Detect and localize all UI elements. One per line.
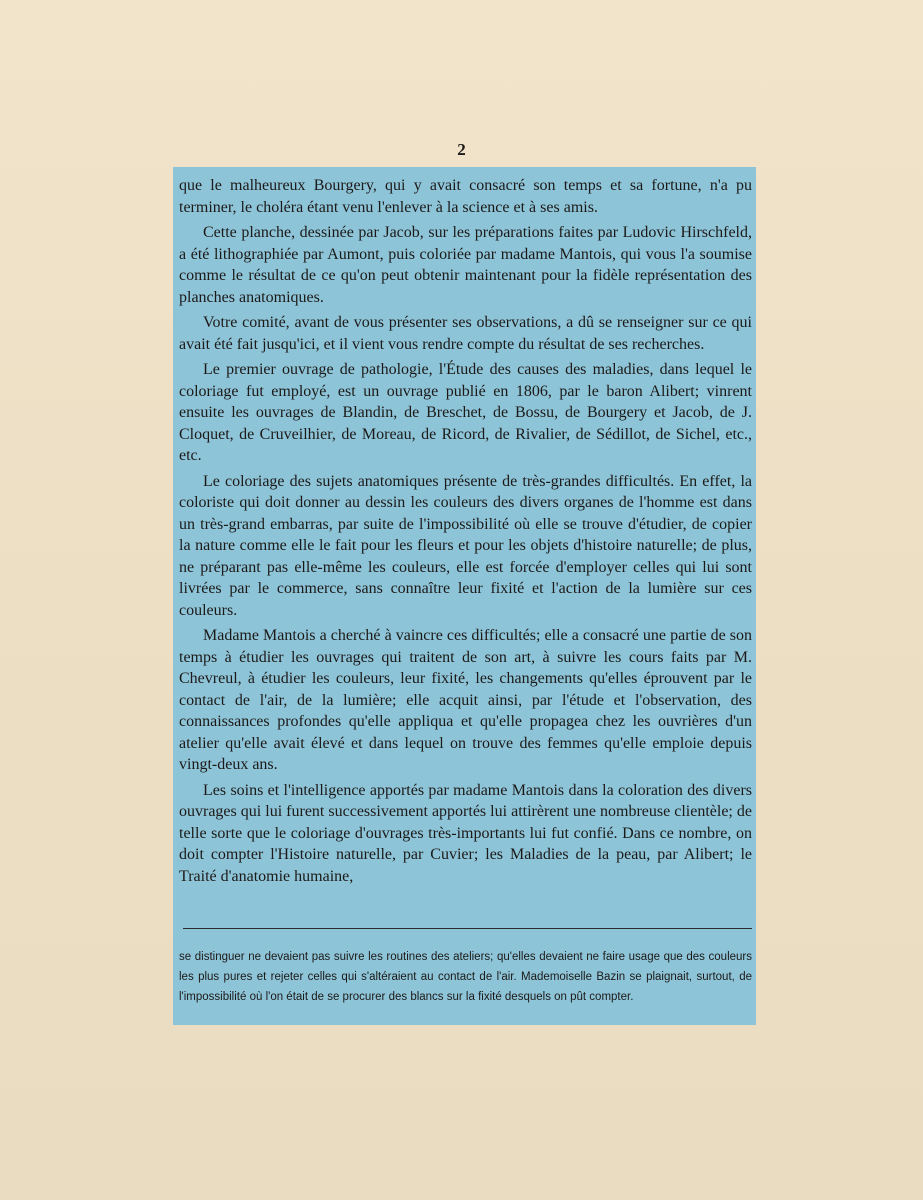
footnote: se distinguer ne devaient pas suivre les routines des ateliers; qu'elles devaient ne faire usage que des couleurs les plus pures et rejeter celles qui s'altéraient au contact de l'air. Mademoiselle Bazin se plaignait, surtout, de l'impossibilité où l'on était de se procurer des blancs sur la fixité desquels on pût compter. <box>179 951 752 1003</box>
body-text <box>179 175 752 887</box>
paragraph: Madame Mantois a cherché à vaincre ces difficultés; elle a consacré une partie de son temps à étudier les ouvrages qui traitent de son art, à suivre les cours faits par M. Chevreul, à étudier les couleurs, leur fixité, les changements qu'elles éprouvent par le contact de l'air, de la lumière; elle acquit ainsi, par l'étude et l'observation, des connaissances profondes qu'elle appliqua et qu'elle propagea chez les ouvrières d'un atelier qu'elle avait élevé et dans lequel on trouve des femmes qu'elle emploie depuis vingt-deux ans. <box>179 627 752 773</box>
paragraph: Le premier ouvrage de pathologie, l'Étude des causes des maladies, dans lequel le coloriage fut employé, est un ouvrage publié en 1806, par le baron Alibert; vinrent ensuite les ouvrages de Blandin, de Breschet, de Bossu, de Bourgery et Jacob, de J. Cloquet, de Cruveilhier, de Moreau, de Ricord, de Rivalier, de Sédillot, de Sichel, etc., etc. <box>179 361 752 464</box>
page-number: 2 <box>457 140 466 159</box>
paragraph: Votre comité, avant de vous présenter ses observations, a dû se renseigner sur ce qui avait été fait jusqu'ici, et il vient vous rendre compte du résultat de ses recherches. <box>179 314 752 353</box>
footnote-divider <box>183 928 752 929</box>
text-selection-highlight <box>173 167 756 1025</box>
paragraph: Les soins et l'intelligence apportés par madame Mantois dans la coloration des divers ouvrages qui lui furent successivement apportés lui attirèrent une nombreuse clientèle; de telle sorte que le coloriage d'ouvrages très-importants lui fut confié. Dans ce nombre, on doit compter l'Histoire naturelle, par Cuvier; les Maladies de la peau, par Alibert; le Traité d'anatomie humaine, <box>179 781 752 885</box>
paragraph: Cette planche, dessinée par Jacob, sur les préparations faites par Ludovic Hirschfeld, a été lithographiée par Aumont, puis coloriée par madame Mantois, qui vous l'a soumise comme le résultat de ce qu'on peut obtenir maintenant pour la fidèle représentation des planches anatomiques. <box>179 224 752 306</box>
paragraph: Le coloriage des sujets anatomiques présente de très-grandes difficultés. En effet, la coloriste qui doit donner au dessin les couleurs des divers organes de l'homme est dans un très-grand embarras, par suite de l'impossibilité où elle se trouve d'étudier, de copier la nature comme elle le fait pour les fleurs et pour les objets d'histoire naturelle; de plus, ne préparant pas elle-même les couleurs, elle est forcée d'employer celles qui lui sont livrées par le commerce, sans connaître leur fixité et l'action de la lumière sur ces couleurs. <box>179 472 752 619</box>
paragraph: que le malheureux Bourgery, qui y avait consacré son temps et sa fortune, n'a pu terminer, le choléra étant venu l'enlever à la science et à ses amis. <box>179 177 752 216</box>
